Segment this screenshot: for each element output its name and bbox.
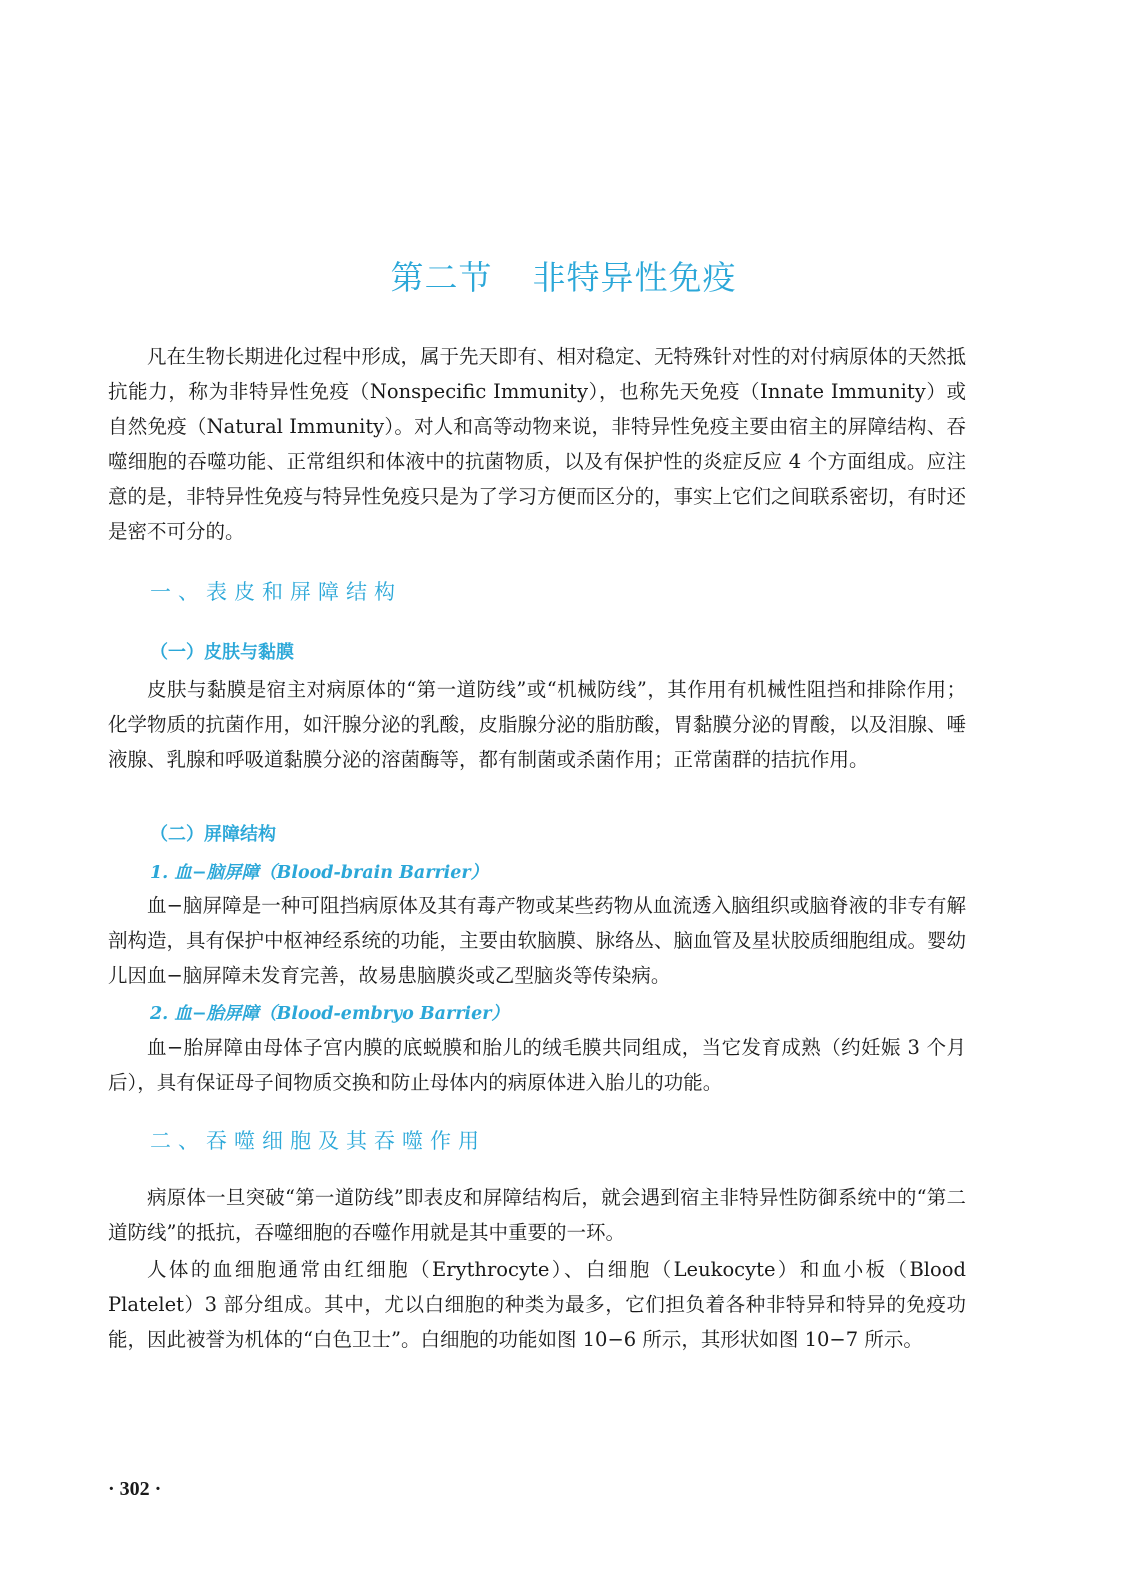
subsection-heading-barrier: （二）屏障结构	[150, 824, 276, 845]
chapter-title	[0, 252, 1127, 299]
skin-mucosa-paragraph: 皮肤与黏膜是宿主对病原体的“第一道防线”或“机械防线”，其作用有机械性阻挡和排除作用；化学物质的抗菌作用，如汗腺分泌的乳酸，皮脂腺分泌的脂肪酸，胃黏膜分泌的胃酸，以及泪腺、唾液腺、乳腺和呼吸道黏膜分泌的溶菌酶等，都有制菌或杀菌作用；正常菌群的拮抗作用。	[108, 678, 967, 771]
page-number: · 302 ·	[108, 1478, 162, 1500]
subsection-heading-skin: （一）皮肤与黏膜	[150, 642, 294, 663]
item-heading-blood-embryo: 2. 血−胎屏障（Blood-embryo Barrier）	[150, 1004, 509, 1024]
blood-brain-paragraph: 血−脑屏障是一种可阻挡病原体及其有毒产物或某些药物从血流透入脑组织或脑脊液的非专有解剖构造，具有保护中枢神经系统的功能，主要由软脑膜、脉络丛、脑血管及星状胶质细胞组成。婴幼儿因血−脑屏障未发育完善，故易患脑膜炎或乙型脑炎等传染病。	[108, 894, 967, 987]
phagocyte-paragraph-1: 病原体一旦突破“第一道防线”即表皮和屏障结构后，就会遇到宿主非特异性防御系统中的“第二道防线”的抵抗，吞噬细胞的吞噬作用就是其中重要的一环。	[108, 1186, 966, 1244]
chapter-number: 第二节	[390, 258, 493, 297]
phagocyte-paragraph-2: 人体的血细胞通常由红细胞（Erythrocyte）、白细胞（Leukocyte）和血小板（Blood Platelet）3 部分组成。其中，尤以白细胞的种类为最多，它们担负着各种非特异和特异的免疫功能，因此被誉为机体的“白色卫士”。白细胞的功能如图 10−6 所示，其形状如图 10−7 所示。	[108, 1258, 966, 1351]
section-heading-1: 一、表皮和屏障结构	[150, 580, 402, 604]
intro-paragraph: 凡在生物长期进化过程中形成，属于先天即有、相对稳定、无特殊针对性的对付病原体的天然抵抗能力，称为非特异性免疫（Nonspecific Immunity），也称先天免疫（Innate Immunity）或自然免疫（Natural Immunity）。对人和高等动物来说，非特异性免疫主要由宿主的屏障结构、吞噬细胞的吞噬功能、正常组织和体液中的抗菌物质，以及有保护性的炎症反应 4 个方面组成。应注意的是，非特异性免疫与特异性免疫只是为了学习方便而区分的，事实上它们之间联系密切，有时还是密不可分的。	[108, 345, 967, 543]
blood-embryo-paragraph: 血−胎屏障由母体子宫内膜的底蜕膜和胎儿的绒毛膜共同组成，当它发育成熟（约妊娠 3 个月后），具有保证母子间物质交换和防止母体内的病原体进入胎儿的功能。	[108, 1036, 966, 1094]
chapter-name: 非特异性免疫	[532, 258, 737, 297]
item-heading-blood-brain: 1. 血−脑屏障（Blood-brain Barrier）	[150, 863, 489, 883]
section-heading-2: 二、吞噬细胞及其吞噬作用	[150, 1129, 486, 1153]
